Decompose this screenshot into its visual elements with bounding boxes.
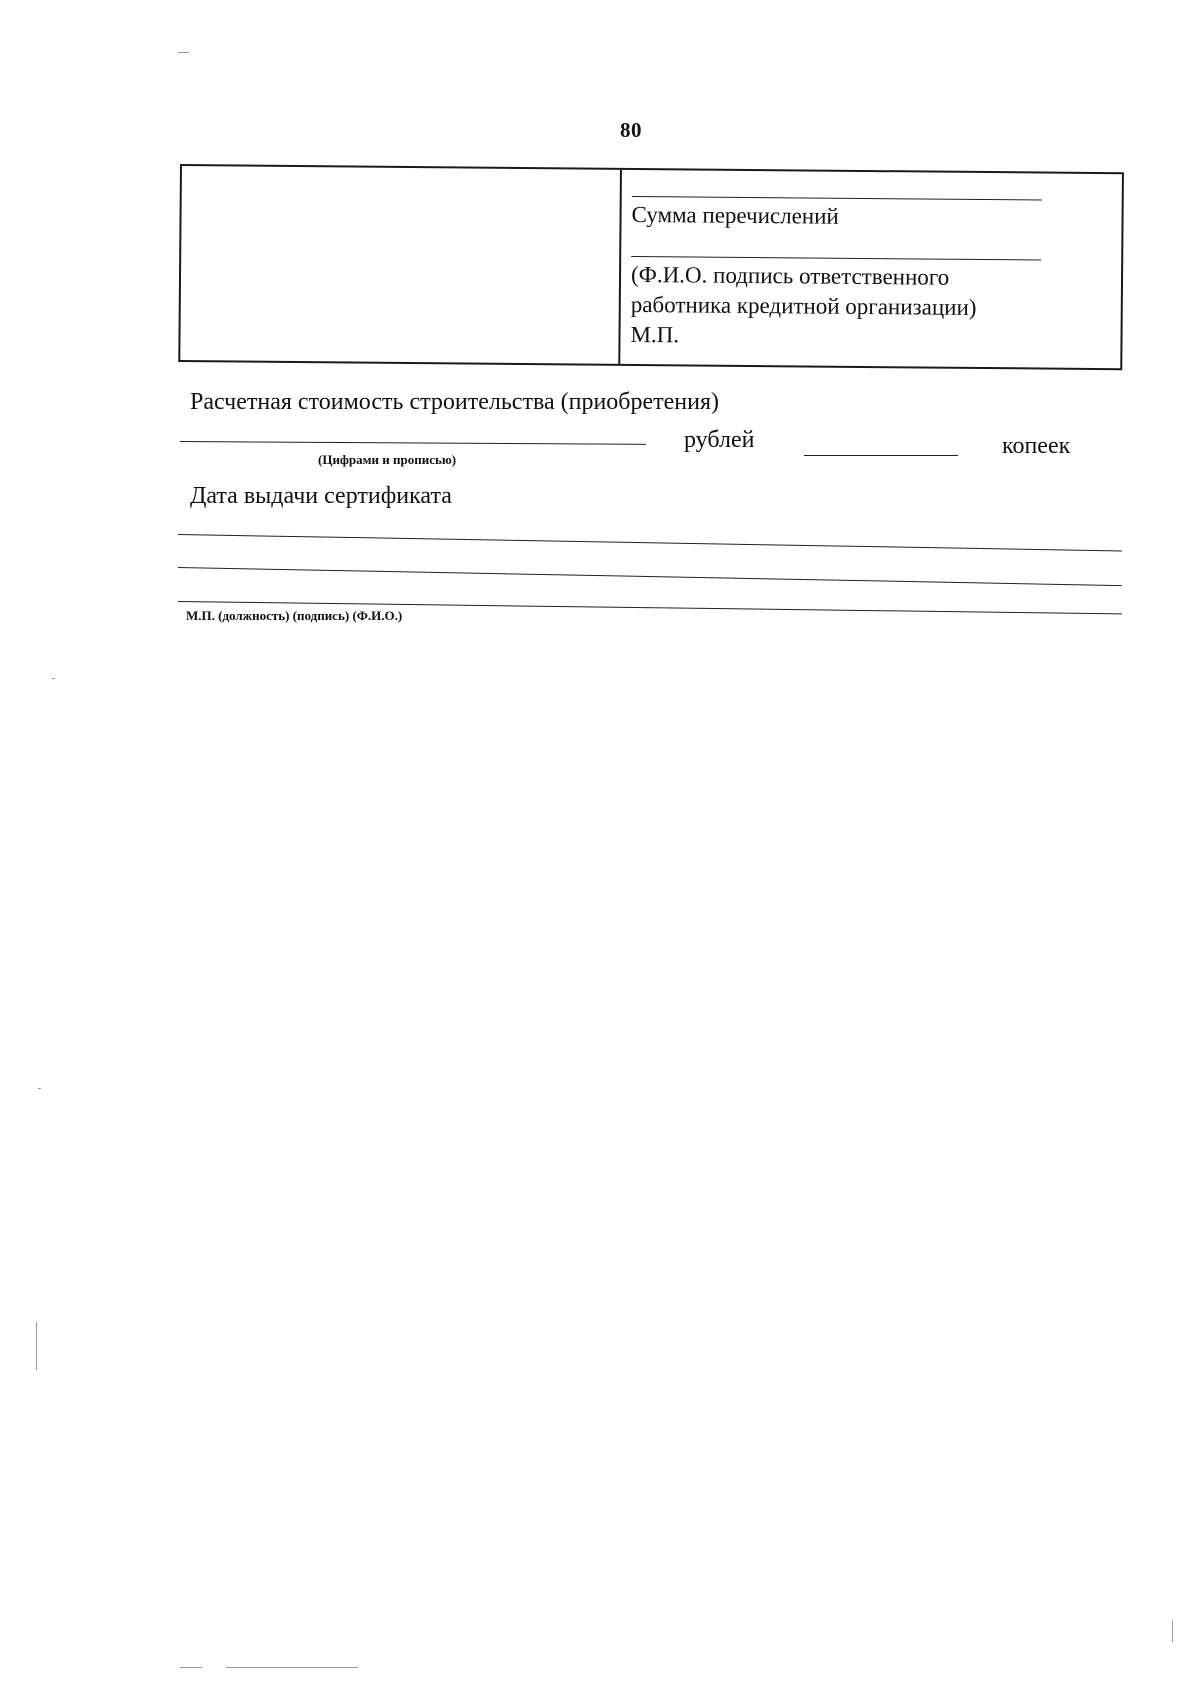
certificate-form-table [178,164,1124,370]
scan-artifact [180,1667,202,1668]
kopecks-line [804,455,958,456]
scan-artifact [178,52,189,53]
signature-line [178,567,1122,586]
signatory-label-line1: (Ф.И.О. подпись ответственного [630,261,950,290]
amount-caption: (Цифрами и прописью) [318,452,457,467]
issue-date-label: Дата выдачи сертификата [190,483,452,509]
stamp-label: М.П. [630,321,680,348]
scan-artifact [52,678,55,679]
table-left-cell [180,166,622,364]
amount-line [180,441,646,445]
transfer-sum-label: Сумма перечислений [631,201,839,229]
kopecks-label: копеек [1002,433,1071,459]
signature-caption: М.П. (должность) (подпись) (Ф.И.О.) [186,608,403,623]
scan-artifact [1172,1620,1173,1642]
rubles-label: рублей [684,427,755,453]
scan-artifact [226,1667,358,1668]
cost-label: Расчетная стоимость строительства (приобретения) [190,389,720,415]
scan-artifact [38,1088,41,1089]
scan-artifact [36,1322,37,1370]
page-number: 80 [620,118,642,142]
issue-date-line [178,534,1122,551]
signatory-label-line2: работника кредитной организации) [630,291,977,320]
table-right-cell [620,170,1122,368]
